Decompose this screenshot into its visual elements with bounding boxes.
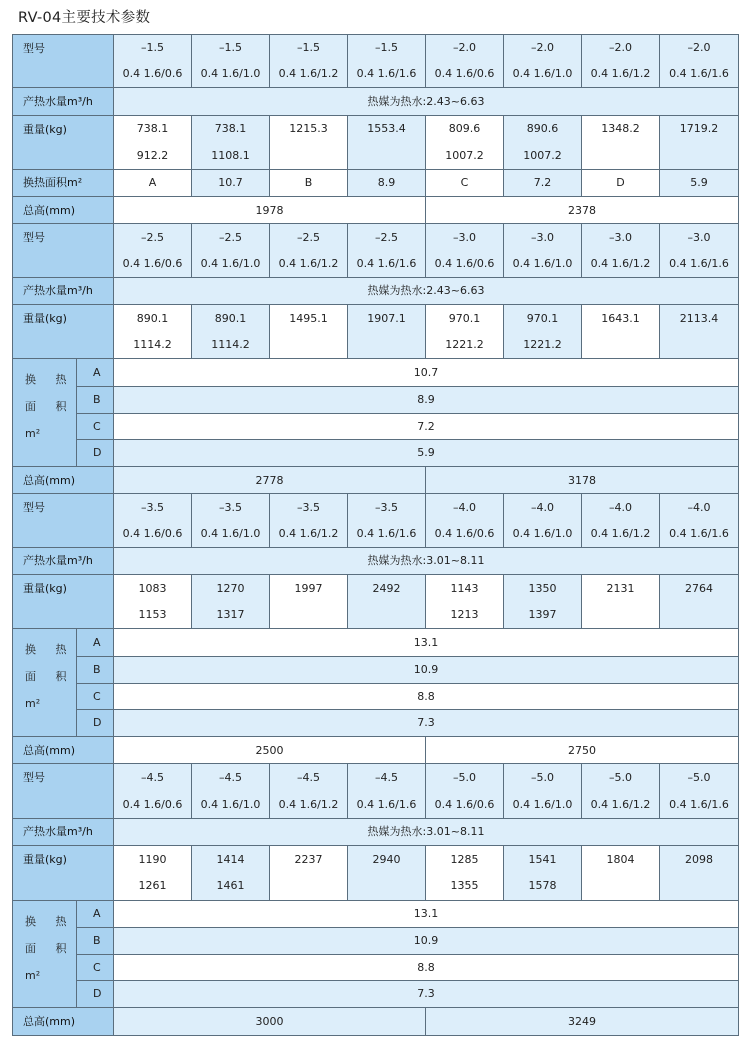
pressure-cell: 0.4 1.6/1.2 xyxy=(270,61,348,88)
weight-cell xyxy=(582,332,660,359)
water-output-value: 热媒为热水:2.43~6.63 xyxy=(114,277,739,304)
weight-cell: 970.1 xyxy=(426,305,504,332)
model-cell: –4.0 xyxy=(504,494,582,520)
model-cell: –3.5 xyxy=(114,494,192,520)
height-value: 3249 xyxy=(426,1008,739,1036)
weight-cell: 1719.2 xyxy=(660,115,739,142)
height-value: 2778 xyxy=(114,467,426,494)
model-cell: –3.0 xyxy=(660,224,739,250)
weight-label: 重量(kg) xyxy=(13,575,114,629)
weight-cell xyxy=(582,873,660,900)
weight-cell: 1541 xyxy=(504,846,582,873)
pressure-cell: 0.4 1.6/1.6 xyxy=(660,250,739,277)
model-cell: –4.0 xyxy=(660,494,739,520)
area-unit: m² xyxy=(25,697,41,711)
area-cell: 10.7 xyxy=(192,170,270,197)
area-letter: D xyxy=(77,710,114,737)
model-cell: –5.0 xyxy=(582,764,660,791)
model-cell: –4.5 xyxy=(348,764,426,791)
weight-cell: 1553.4 xyxy=(348,115,426,142)
model-cell: –3.5 xyxy=(348,494,426,520)
model-cell: –2.0 xyxy=(582,35,660,61)
weight-cell xyxy=(348,873,426,900)
area-value: 7.2 xyxy=(114,413,739,439)
weight-cell: 890.1 xyxy=(114,305,192,332)
model-cell: –3.0 xyxy=(426,224,504,250)
area-letter: B xyxy=(77,386,114,413)
weight-cell: 1007.2 xyxy=(504,142,582,169)
area-letter: C xyxy=(77,683,114,709)
model-cell: –5.0 xyxy=(504,764,582,791)
model-label: 型号 xyxy=(13,224,114,277)
model-cell: –1.5 xyxy=(192,35,270,61)
pressure-cell: 0.4 1.6/1.6 xyxy=(660,791,739,818)
weight-cell: 1114.2 xyxy=(192,332,270,359)
model-cell: –2.0 xyxy=(660,35,739,61)
area-label: 换热面积m² xyxy=(13,170,114,197)
water-output-label: 产热水量m³/h xyxy=(13,547,114,574)
model-cell: –2.0 xyxy=(504,35,582,61)
model-cell: –2.5 xyxy=(348,224,426,250)
weight-cell: 1907.1 xyxy=(348,305,426,332)
pressure-cell: 0.4 1.6/0.6 xyxy=(114,791,192,818)
area-value: 10.9 xyxy=(114,927,739,954)
model-cell: –2.5 xyxy=(270,224,348,250)
weight-cell: 1083 xyxy=(114,575,192,602)
model-cell: –1.5 xyxy=(114,35,192,61)
area-label-line: 换 热 xyxy=(25,373,75,387)
area-label xyxy=(13,629,77,737)
weight-cell xyxy=(348,142,426,169)
weight-cell: 1190 xyxy=(114,846,192,873)
pressure-cell: 0.4 1.6/0.6 xyxy=(426,520,504,547)
weight-cell: 1114.2 xyxy=(114,332,192,359)
area-value: 7.3 xyxy=(114,981,739,1008)
area-letter: A xyxy=(77,359,114,386)
weight-cell: 890.6 xyxy=(504,115,582,142)
water-output-label: 产热水量m³/h xyxy=(13,818,114,845)
height-value: 2378 xyxy=(426,197,739,224)
pressure-cell: 0.4 1.6/1.0 xyxy=(504,61,582,88)
model-label: 型号 xyxy=(13,35,114,88)
document-title: RV-04主要技术参数 xyxy=(18,10,151,26)
area-cell: B xyxy=(270,170,348,197)
weight-cell: 1270 xyxy=(192,575,270,602)
area-label xyxy=(13,900,77,1008)
water-output-label: 产热水量m³/h xyxy=(13,277,114,304)
weight-cell: 1317 xyxy=(192,602,270,629)
weight-cell: 2237 xyxy=(270,846,348,873)
weight-cell xyxy=(660,142,739,169)
water-output-value: 热媒为热水:3.01~8.11 xyxy=(114,818,739,845)
height-label: 总高(mm) xyxy=(13,197,114,224)
area-value: 8.8 xyxy=(114,683,739,709)
weight-cell: 1143 xyxy=(426,575,504,602)
pressure-cell: 0.4 1.6/1.2 xyxy=(270,250,348,277)
area-label-line: 面 积 xyxy=(25,400,75,414)
height-value: 2500 xyxy=(114,737,426,764)
weight-label: 重量(kg) xyxy=(13,305,114,359)
weight-cell: 2764 xyxy=(660,575,739,602)
area-label xyxy=(13,359,77,467)
model-cell: –4.5 xyxy=(114,764,192,791)
model-cell: –1.5 xyxy=(348,35,426,61)
weight-cell: 2492 xyxy=(348,575,426,602)
weight-cell: 2131 xyxy=(582,575,660,602)
weight-cell: 1578 xyxy=(504,873,582,900)
model-cell: –5.0 xyxy=(660,764,739,791)
weight-cell: 1221.2 xyxy=(504,332,582,359)
pressure-cell: 0.4 1.6/0.6 xyxy=(114,250,192,277)
pressure-cell: 0.4 1.6/1.0 xyxy=(504,791,582,818)
weight-cell: 2098 xyxy=(660,846,739,873)
weight-cell: 738.1 xyxy=(114,115,192,142)
area-cell: A xyxy=(114,170,192,197)
weight-cell: 2940 xyxy=(348,846,426,873)
weight-cell: 1215.3 xyxy=(270,115,348,142)
area-value: 10.7 xyxy=(114,359,739,386)
area-cell: 7.2 xyxy=(504,170,582,197)
weight-cell xyxy=(270,873,348,900)
area-label-line: 换 热 xyxy=(25,914,75,928)
weight-cell xyxy=(660,873,739,900)
weight-cell: 1108.1 xyxy=(192,142,270,169)
pressure-cell: 0.4 1.6/1.2 xyxy=(582,250,660,277)
area-letter: A xyxy=(77,900,114,927)
weight-cell: 1007.2 xyxy=(426,142,504,169)
area-letter: C xyxy=(77,954,114,980)
pressure-cell: 0.4 1.6/1.0 xyxy=(192,520,270,547)
weight-cell: 738.1 xyxy=(192,115,270,142)
pressure-cell: 0.4 1.6/1.6 xyxy=(348,250,426,277)
weight-cell: 1348.2 xyxy=(582,115,660,142)
pressure-cell: 0.4 1.6/1.0 xyxy=(504,520,582,547)
weight-label: 重量(kg) xyxy=(13,846,114,900)
area-letter: A xyxy=(77,629,114,656)
area-letter: B xyxy=(77,927,114,954)
area-label-line: 面 积 xyxy=(25,941,75,955)
weight-cell xyxy=(582,602,660,629)
water-output-value: 热媒为热水:3.01~8.11 xyxy=(114,547,739,574)
area-cell: 8.9 xyxy=(348,170,426,197)
model-cell: –3.0 xyxy=(504,224,582,250)
pressure-cell: 0.4 1.6/1.2 xyxy=(582,61,660,88)
weight-cell xyxy=(270,602,348,629)
area-value: 13.1 xyxy=(114,900,739,927)
area-cell: D xyxy=(582,170,660,197)
weight-cell xyxy=(270,332,348,359)
height-label: 总高(mm) xyxy=(13,1008,114,1036)
height-value: 3000 xyxy=(114,1008,426,1036)
weight-cell: 1414 xyxy=(192,846,270,873)
weight-cell: 912.2 xyxy=(114,142,192,169)
model-cell: –3.5 xyxy=(192,494,270,520)
pressure-cell: 0.4 1.6/0.6 xyxy=(426,61,504,88)
model-cell: –2.0 xyxy=(426,35,504,61)
weight-cell: 1285 xyxy=(426,846,504,873)
area-letter: D xyxy=(77,981,114,1008)
model-cell: –4.5 xyxy=(192,764,270,791)
area-cell: 5.9 xyxy=(660,170,739,197)
area-label-line: 面 积 xyxy=(25,670,75,684)
height-value: 1978 xyxy=(114,197,426,224)
height-value: 2750 xyxy=(426,737,739,764)
weight-cell xyxy=(660,602,739,629)
weight-cell: 1804 xyxy=(582,846,660,873)
model-cell: –4.5 xyxy=(270,764,348,791)
area-letter: B xyxy=(77,656,114,683)
area-value: 8.8 xyxy=(114,954,739,980)
weight-cell: 1643.1 xyxy=(582,305,660,332)
model-cell: –3.5 xyxy=(270,494,348,520)
pressure-cell: 0.4 1.6/1.6 xyxy=(348,791,426,818)
weight-cell: 1461 xyxy=(192,873,270,900)
area-label-line: 换 热 xyxy=(25,643,75,657)
pressure-cell: 0.4 1.6/0.6 xyxy=(426,791,504,818)
model-cell: –4.0 xyxy=(426,494,504,520)
pressure-cell: 0.4 1.6/0.6 xyxy=(114,520,192,547)
area-unit: m² xyxy=(25,427,41,441)
area-value: 7.3 xyxy=(114,710,739,737)
weight-cell: 890.1 xyxy=(192,305,270,332)
area-unit: m² xyxy=(25,968,41,982)
weight-cell: 2113.4 xyxy=(660,305,739,332)
weight-cell: 1213 xyxy=(426,602,504,629)
area-value: 5.9 xyxy=(114,440,739,467)
weight-label: 重量(kg) xyxy=(13,115,114,169)
weight-cell xyxy=(348,602,426,629)
height-value: 3178 xyxy=(426,467,739,494)
area-cell: C xyxy=(426,170,504,197)
pressure-cell: 0.4 1.6/1.0 xyxy=(192,791,270,818)
pressure-cell: 0.4 1.6/1.6 xyxy=(660,520,739,547)
weight-cell: 970.1 xyxy=(504,305,582,332)
pressure-cell: 0.4 1.6/1.6 xyxy=(348,520,426,547)
pressure-cell: 0.4 1.6/0.6 xyxy=(114,61,192,88)
water-output-value: 热媒为热水:2.43~6.63 xyxy=(114,88,739,115)
pressure-cell: 0.4 1.6/1.0 xyxy=(192,250,270,277)
weight-cell xyxy=(270,142,348,169)
water-output-label: 产热水量m³/h xyxy=(13,88,114,115)
area-value: 8.9 xyxy=(114,386,739,413)
spec-table xyxy=(12,34,739,1036)
weight-cell: 1153 xyxy=(114,602,192,629)
weight-cell: 1350 xyxy=(504,575,582,602)
weight-cell xyxy=(660,332,739,359)
area-letter: D xyxy=(77,440,114,467)
pressure-cell: 0.4 1.6/1.2 xyxy=(582,520,660,547)
weight-cell: 1261 xyxy=(114,873,192,900)
model-cell: –2.5 xyxy=(114,224,192,250)
model-cell: –4.0 xyxy=(582,494,660,520)
weight-cell: 1355 xyxy=(426,873,504,900)
model-cell: –1.5 xyxy=(270,35,348,61)
model-label: 型号 xyxy=(13,494,114,547)
weight-cell xyxy=(582,142,660,169)
pressure-cell: 0.4 1.6/1.6 xyxy=(660,61,739,88)
height-label: 总高(mm) xyxy=(13,467,114,494)
pressure-cell: 0.4 1.6/1.6 xyxy=(348,61,426,88)
pressure-cell: 0.4 1.6/1.0 xyxy=(504,250,582,277)
model-cell: –5.0 xyxy=(426,764,504,791)
weight-cell: 1997 xyxy=(270,575,348,602)
weight-cell: 809.6 xyxy=(426,115,504,142)
pressure-cell: 0.4 1.6/1.2 xyxy=(270,791,348,818)
area-letter: C xyxy=(77,413,114,439)
weight-cell xyxy=(348,332,426,359)
weight-cell: 1221.2 xyxy=(426,332,504,359)
pressure-cell: 0.4 1.6/1.2 xyxy=(582,791,660,818)
pressure-cell: 0.4 1.6/0.6 xyxy=(426,250,504,277)
pressure-cell: 0.4 1.6/1.2 xyxy=(270,520,348,547)
height-label: 总高(mm) xyxy=(13,737,114,764)
weight-cell: 1495.1 xyxy=(270,305,348,332)
weight-cell: 1397 xyxy=(504,602,582,629)
model-cell: –2.5 xyxy=(192,224,270,250)
model-label: 型号 xyxy=(13,764,114,818)
area-value: 10.9 xyxy=(114,656,739,683)
area-value: 13.1 xyxy=(114,629,739,656)
model-cell: –3.0 xyxy=(582,224,660,250)
pressure-cell: 0.4 1.6/1.0 xyxy=(192,61,270,88)
